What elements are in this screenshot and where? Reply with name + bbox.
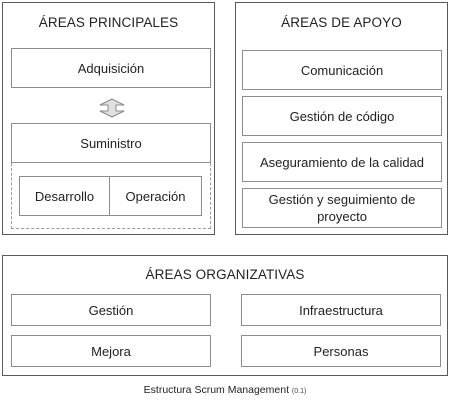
box-infraestructura: Infraestructura (241, 294, 441, 326)
panel-title-apoyo: ÁREAS DE APOYO (281, 15, 402, 30)
box-gestion: Gestión (11, 294, 211, 326)
panel-areas-organizativas (2, 255, 448, 376)
panel-areas-apoyo (235, 2, 448, 235)
box-comunicacion: Comunicación (242, 50, 442, 90)
box-gestion-de-codigo: Gestión de código (242, 96, 442, 136)
box-gestion-seguimiento-proyecto: Gestión y seguimiento de proyecto (242, 188, 442, 228)
figure-caption (0, 384, 450, 396)
box-aseguramiento-calidad: Aseguramiento de la calidad (242, 142, 442, 182)
double-headed-vertical-arrow-icon (97, 98, 127, 118)
box-mejora: Mejora (11, 335, 211, 367)
box-operacion: Operación (109, 176, 202, 216)
caption-version: (0.1) (291, 388, 307, 395)
box-suministro: Suministro (11, 123, 211, 163)
box-desarrollo: Desarrollo (19, 176, 110, 216)
box-personas: Personas (241, 335, 441, 367)
panel-title-organizativas: ÁREAS ORGANIZATIVAS (145, 267, 305, 282)
panel-title-principales: ÁREAS PRINCIPALES (38, 15, 179, 30)
caption-text: Estructura Scrum Management (143, 384, 289, 396)
box-adquisicion: Adquisición (11, 48, 211, 88)
panel-areas-principales (2, 2, 215, 235)
